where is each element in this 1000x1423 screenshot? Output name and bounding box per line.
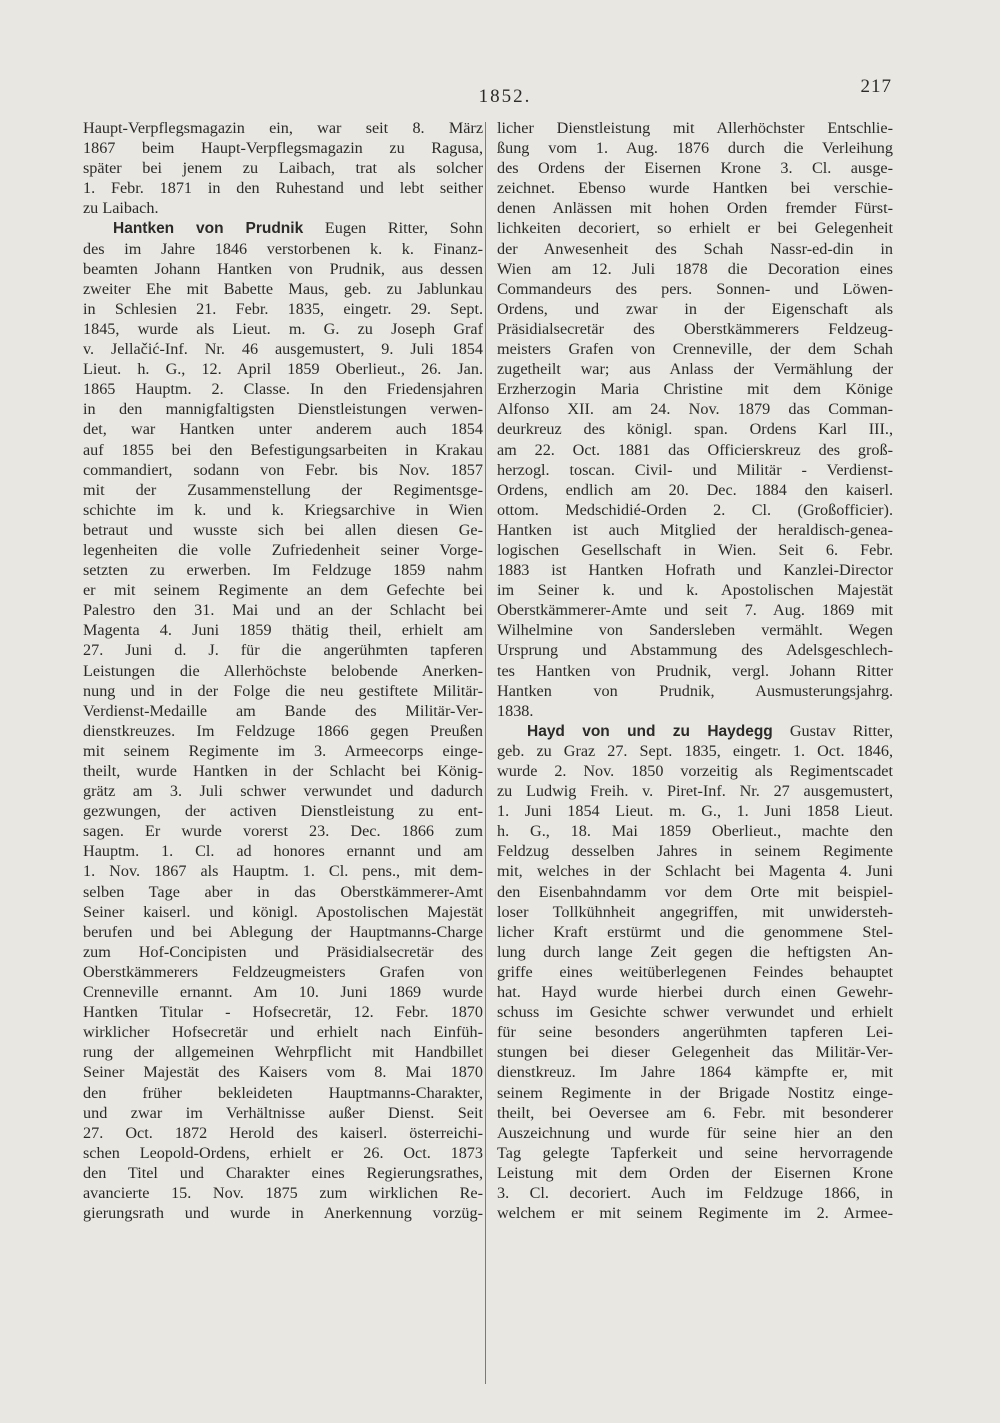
text-line: in den mannigfaltigsten Dienstleistungen verwen-: [83, 400, 483, 419]
text-line: rung der allgemeinen Wehrpflicht mit Handbillet: [83, 1043, 483, 1062]
text-line: commandiert, sodann von Febr. bis Nov. 1857: [83, 460, 483, 479]
text-line: Palestro den 31. Mai und an der Schlacht bei: [83, 601, 483, 620]
text-line: 27. Oct. 1872 Herold des kaiserl. österreichi-: [83, 1123, 483, 1142]
text-line: licher Dienstleistung mit Allerhöchster Entschlie-: [497, 119, 893, 137]
left-text-column: [83, 118, 483, 1223]
text-line: der Anwesenheit des Schah Nassr-ed-din in: [497, 239, 893, 258]
text-line: deurkreuz des königl. span. Ordens Karl III.,: [497, 420, 893, 439]
text-line: 1838.: [497, 701, 534, 720]
text-line: nung und in der Folge die neu gestiftete Militär-: [83, 681, 483, 700]
text-line: seinem Regimente in der Brigade Nostitz einge-: [497, 1083, 893, 1102]
text-line: geb. zu Graz 27. Sept. 1835, eingetr. 1. Oct. 1846,: [497, 741, 893, 760]
text-line: Auszeichnung und wurde für seine hier an den: [497, 1123, 893, 1142]
running-head-year: 1852.: [478, 86, 532, 107]
entry-heading-line: [497, 721, 893, 741]
text-line: licher Kraft erstürmt und die genommene Stel-: [497, 922, 893, 941]
text-line: meisters Grafen von Crenneville, der dem Schah: [497, 340, 893, 359]
entry-name: Hayd von und zu Haydegg: [527, 722, 773, 740]
text-line: mit, welches in der Schlacht bei Magenta 4. Juni: [497, 862, 893, 881]
text-line: auf 1855 bei den Befestigungsarbeiten in Krakau: [83, 440, 483, 459]
text-line: zeichnet. Ebenso wurde Hantken bei verschie-: [497, 179, 893, 198]
entry-text: Gustav Ritter,: [772, 721, 893, 740]
text-line: schuss im Gesichte schwer verwundet und erhielt: [497, 1003, 893, 1022]
text-line: später bei jenem zu Laibach, trat als solcher: [83, 159, 483, 178]
text-line: herzogl. toscan. Civil- und Militär - Verdienst-: [497, 460, 893, 479]
text-line: Erzherzogin Maria Christine mit dem Könige: [497, 380, 893, 399]
text-line: Haupt-Verpflegsmagazin ein, war seit 8. März: [83, 119, 483, 137]
text-line: den Eisenbahndamm vor dem Orte mit beispiel-: [497, 882, 893, 901]
text-line: 1883 ist Hantken Hofrath und Kanzlei-Director: [497, 561, 893, 580]
text-line: und zwar im Verhältnisse außer Dienst. Seit: [83, 1103, 483, 1122]
text-line: sagen. Er wurde vorerst 23. Dec. 1866 zum: [83, 822, 483, 841]
text-line: er mit seinem Regimente an dem Gefechte bei: [83, 581, 483, 600]
text-line: Oberstkämmerer-Amte und seit 7. Aug. 1869 mit: [497, 601, 893, 620]
text-line: schen Leopold-Ordens, erhielt er 26. Oct. 1873: [83, 1143, 483, 1162]
text-line: 1845, wurde als Lieut. m. G. zu Joseph Graf: [83, 319, 483, 338]
entry-heading-line: [83, 218, 483, 238]
text-line: Feldzug desselben Jahres in seinem Regimente: [497, 842, 893, 861]
text-line: 27. Juni d. J. für die angerühmten tapferen: [83, 641, 483, 660]
text-line: des im Jahre 1846 verstorbenen k. k. Finanz-: [83, 239, 483, 258]
text-line: Alfonso XII. am 24. Nov. 1879 das Comman-: [497, 400, 893, 419]
text-line: ßung vom 1. Aug. 1876 durch die Verleihung: [497, 139, 893, 158]
text-line: 1. Febr. 1871 in den Ruhestand und lebt seither: [83, 179, 483, 198]
text-line: det, war Hantken unter anderem auch 1854: [83, 420, 483, 439]
text-line: h. G., 18. Mai 1859 Oberlieut., machte den: [497, 822, 893, 841]
right-text-column: [497, 118, 893, 1223]
text-line: berufen und bei Ablegung der Hauptmanns-Charge: [83, 922, 483, 941]
column-divider: [485, 122, 486, 1384]
text-line: wirklicher Hofsecretär und erhielt nach Einfüh-: [83, 1023, 483, 1042]
text-line: den früher bekleideten Hauptmanns-Charakter,: [83, 1083, 483, 1102]
text-line: Leistung mit dem Orden der Eisernen Krone: [497, 1163, 893, 1182]
text-line: Ordens, endlich am 20. Dec. 1884 den kaiserl.: [497, 480, 893, 499]
text-line: Ursprung und Abstammung des Adelsgeschlech-: [497, 641, 893, 660]
text-line: 1. Juni 1854 Lieut. m. G., 1. Juni 1858 Lieut.: [497, 802, 893, 821]
text-line: setzten zu erwerben. Im Feldzuge 1859 nahm: [83, 561, 483, 580]
text-line: Hantken Titular - Hofsecretär, 12. Febr. 1870: [83, 1003, 483, 1022]
text-line: Tag gelegte Tapferkeit und seine hervorragende: [497, 1143, 893, 1162]
text-line: theilt, bei Oeversee am 6. Febr. mit besonderer: [497, 1103, 893, 1122]
text-line: loser Tollkühnheit angegriffen, mit unwidersteh-: [497, 902, 893, 921]
text-line: zum Hof-Concipisten und Präsidialsecretär des: [83, 942, 483, 961]
text-line: welchem er mit seinem Regimente im 2. Armee-: [497, 1204, 893, 1223]
text-line: dienstkreuzes. Im Feldzuge 1866 gegen Preußen: [83, 721, 483, 740]
text-line: Verdienst-Medaille am Bande des Militär-Ver-: [83, 701, 483, 720]
text-line: beamten Johann Hantken von Prudnik, aus dessen: [83, 259, 483, 278]
text-line: Präsidialsecretär des Oberstkämmerers Feldzeug-: [497, 319, 893, 338]
text-line: gierungsrath und wurde in Anerkennung vorzüg-: [83, 1204, 483, 1223]
text-line: Oberstkämmerers Feldzeugmeisters Grafen von: [83, 962, 483, 981]
text-line: denen Anlässen mit hohen Orden fremder Fürst-: [497, 199, 893, 218]
text-line: wurde 2. Nov. 1850 vorzeitig als Regimentscadet: [497, 762, 893, 780]
text-line: zu Ludwig Freih. v. Piret-Inf. Nr. 27 ausgemustert,: [497, 782, 893, 801]
text-line: Ordens, und zwar in der Eigenschaft als: [497, 299, 893, 318]
text-line: des Ordens der Eisernen Krone 3. Cl. ausge-: [497, 159, 893, 178]
text-line: 1867 beim Haupt-Verpflegsmagazin zu Ragusa,: [83, 139, 483, 158]
text-line: den Titel und Charakter eines Regierungsrathes,: [83, 1163, 483, 1182]
text-line: logischen Gesellschaft in Wien. Seit 6. Febr.: [497, 540, 893, 559]
text-line: grätz am 3. Juli schwer verwundet und dadurch: [83, 782, 483, 801]
text-line: Leistungen die Allerhöchste belobende Anerken-: [83, 661, 483, 680]
text-line: schichte im k. und k. Kriegsarchive in Wien: [83, 500, 483, 519]
text-line: am 22. Oct. 1881 das Officierskreuz des groß-: [497, 440, 893, 459]
text-line: Wilhelmine von Sandersleben vermählt. Wegen: [497, 621, 893, 640]
text-line: zugetheilt war; aus Anlass der Vermählung der: [497, 360, 893, 379]
text-line: selben Tage aber in das Oberstkämmerer-Amt: [83, 882, 483, 901]
text-line: für seine besonders angerühmten tapferen Lei-: [497, 1023, 893, 1042]
text-line: hat. Hayd wurde hierbei durch einen Gewehr-: [497, 983, 893, 1002]
text-line: zu Laibach.: [83, 199, 159, 218]
text-line: Seiner Majestät des Kaisers vom 8. Mai 1870: [83, 1063, 483, 1082]
text-line: tes Hantken von Prudnik, vergl. Johann Ritter: [497, 661, 893, 680]
text-line: legenheiten die volle Zufriedenheit seiner Vorge-: [83, 540, 483, 559]
text-line: in Schlesien 21. Febr. 1835, eingetr. 29. Sept.: [83, 299, 483, 318]
text-line: Magenta 4. Juni 1859 thätig theil, erhielt am: [83, 621, 483, 640]
text-line: griffe eines weitüberlegenen Feindes behauptet: [497, 962, 893, 981]
text-line: Seiner kaiserl. und königl. Apostolischen Majestät: [83, 902, 483, 921]
text-line: avancierte 15. Nov. 1875 zum wirklichen Re-: [83, 1183, 483, 1202]
entry-text: Eugen Ritter, Sohn: [303, 219, 483, 238]
entry-name: Hantken von Prudnik: [113, 220, 304, 238]
text-line: mit der Zusammenstellung der Regimentsge-: [83, 480, 483, 499]
text-line: Hantken von Prudnik, Ausmusterungsjahrg.: [497, 681, 893, 700]
text-line: Hauptm. 1. Cl. ad honores ernannt und am: [83, 842, 483, 861]
text-line: Crenneville ernannt. Am 10. Juni 1869 wurde: [83, 983, 483, 1002]
text-line: gezwungen, der activen Dienstleistung zu ent-: [83, 802, 483, 821]
text-line: v. Jellačić-Inf. Nr. 46 ausgemustert, 9. Juli 1854: [83, 340, 483, 359]
text-line: Commandeurs des pers. Sonnen- und Löwen-: [497, 279, 893, 298]
text-line: betraut und wusste sich bei allen diesen Ge-: [83, 520, 483, 539]
text-line: Wien am 12. Juli 1878 die Decoration eines: [497, 259, 893, 278]
text-line: 1865 Hauptm. 2. Classe. In den Friedensjahren: [83, 380, 483, 399]
text-line: ottom. Medschidié-Orden 2. Cl. (Großofficier).: [497, 500, 893, 519]
text-line: stungen bei dieser Gelegenheit das Militär-Ver-: [497, 1043, 893, 1062]
text-line: mit seinem Regimente im 3. Armeecorps einge-: [83, 741, 483, 760]
text-line: Hantken ist auch Mitglied der heraldisch-genea-: [497, 520, 893, 539]
text-line: 1. Nov. 1867 als Hauptm. 1. Cl. pens., mit dem-: [83, 862, 483, 881]
text-line: im Seiner k. und k. Apostolischen Majestät: [497, 581, 893, 600]
text-line: lichkeiten decoriert, so erhielt er bei Gelegenheit: [497, 219, 893, 238]
text-line: Lieut. h. G., 12. April 1859 Oberlieut., 26. Jan.: [83, 360, 483, 379]
text-line: theilt, wurde Hantken in der Schlacht bei König-: [83, 762, 483, 780]
text-line: dienstkreuz. Im Jahre 1864 kämpfte er, mit: [497, 1063, 893, 1082]
text-line: lung durch lange Zeit gegen die heftigsten An-: [497, 942, 893, 961]
page-number: 217: [860, 76, 892, 97]
text-line: zweiter Ehe mit Babette Maus, geb. zu Jablunkau: [83, 279, 483, 298]
text-line: 3. Cl. decoriert. Auch im Feldzuge 1866, in: [497, 1183, 893, 1202]
